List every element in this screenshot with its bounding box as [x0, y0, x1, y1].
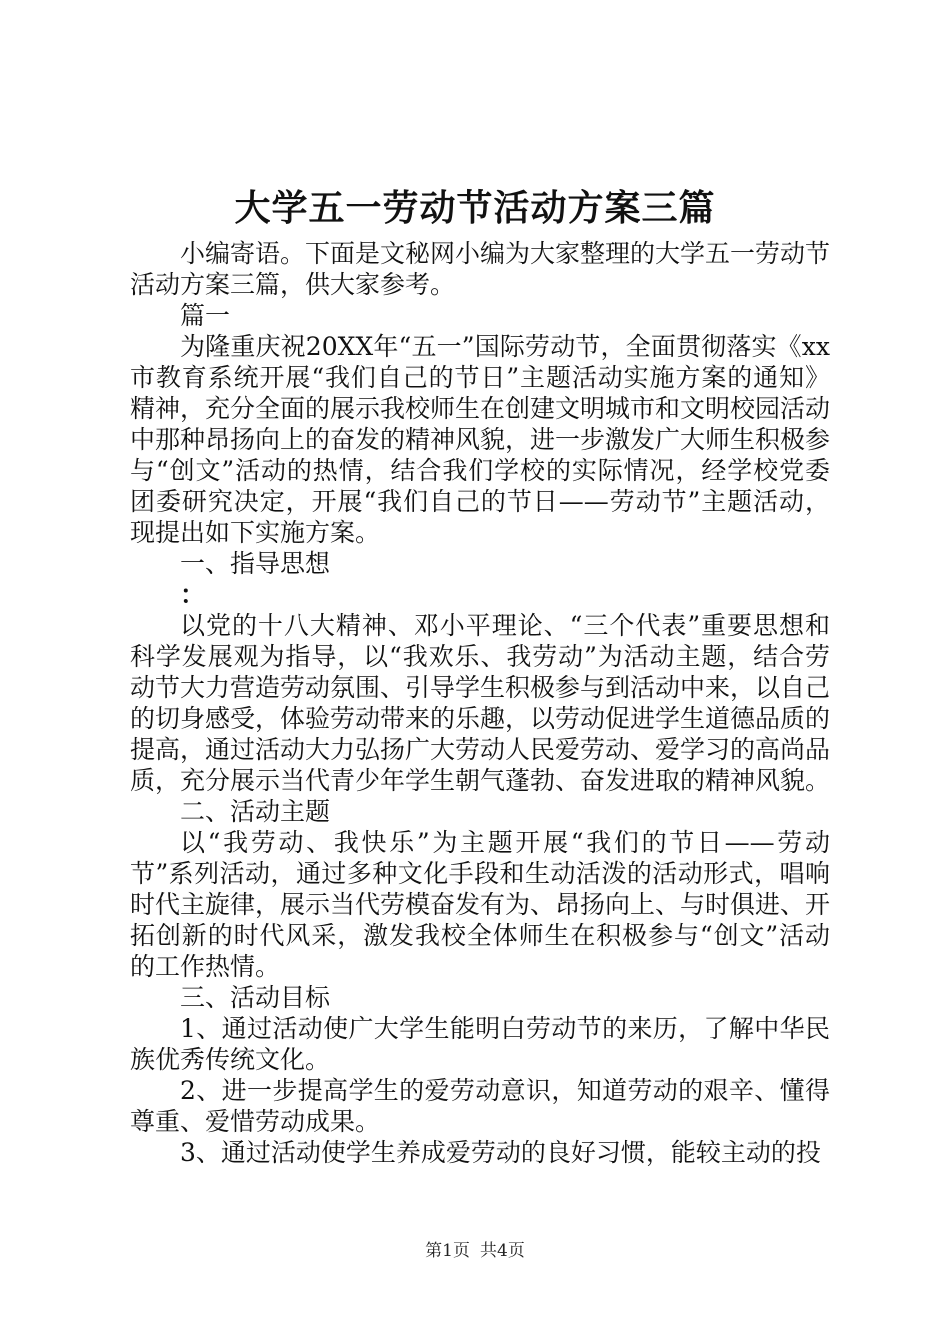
section-heading-part-one: 篇一: [180, 301, 231, 330]
page-total: 共4页: [480, 1241, 525, 1261]
page-number: 第1页: [425, 1241, 470, 1261]
colon-line: ：: [180, 580, 206, 609]
intro-paragraph: 小编寄语。下面是文秘网小编为大家整理的大学五一劳动节活动方案三篇，供大家参考。: [130, 239, 831, 299]
goal-item: 2、进一步提高学生的爱劳动意识，知道劳动的艰辛、懂得尊重、爱惜劳动成果。: [130, 1076, 830, 1136]
goal-item: 1、通过活动使广大学生能明白劳动节的来历，了解中华民族优秀传统文化。: [130, 1014, 830, 1074]
section-heading-guiding-ideology: 一、指导思想: [180, 549, 331, 578]
body-paragraph: 为隆重庆祝20XX年“五一”国际劳动节，全面贯彻落实《xx市教育系统开展“我们自己的节日”主题活动实施方案的通知》精神，充分全面的展示我校师生在创建文明城市和文明校园活动中那种昂扬向上的奋发的精神风貌，进一步激发广大师生积极参与“创文”活动的热情，结合我们学校的实际情况，经学校党委团委研究决定，开展“我们自己的节日——劳动节”主题活动，现提出如下实施方案。: [130, 332, 831, 547]
document-body: [130, 238, 830, 1168]
document-title: 大学五一劳动节活动方案三篇: [234, 187, 716, 229]
section-heading-activity-theme: 二、活动主题: [180, 797, 331, 826]
section-heading-activity-goals: 三、活动目标: [180, 983, 331, 1012]
goal-item: 3、通过活动使学生养成爱劳动的良好习惯，能较主动的投: [180, 1138, 821, 1167]
body-paragraph: 以党的十八大精神、邓小平理论、“三个代表”重要思想和科学发展观为指导，以“我欢乐、我劳动”为活动主题，结合劳动节大力营造劳动氛围、引导学生积极参与到活动中来，以自己的切身感受，体验劳动带来的乐趣，以劳动促进学生道德品质的提高，通过活动大力弘扬广大劳动人民爱劳动、爱学习的高尚品质，充分展示当代青少年学生朝气蓬勃、奋发进取的精神风貌。: [130, 611, 831, 795]
page-footer: [0, 1240, 950, 1262]
body-paragraph: 以“我劳动、我快乐”为主题开展“我们的节日——劳动节”系列活动，通过多种文化手段和生动活泼的活动形式，唱响时代主旋律，展示当代劳模奋发有为、昂扬向上、与时俱进、开拓创新的时代风采，激发我校全体师生在积极参与“创文”活动的工作热情。: [130, 828, 831, 981]
